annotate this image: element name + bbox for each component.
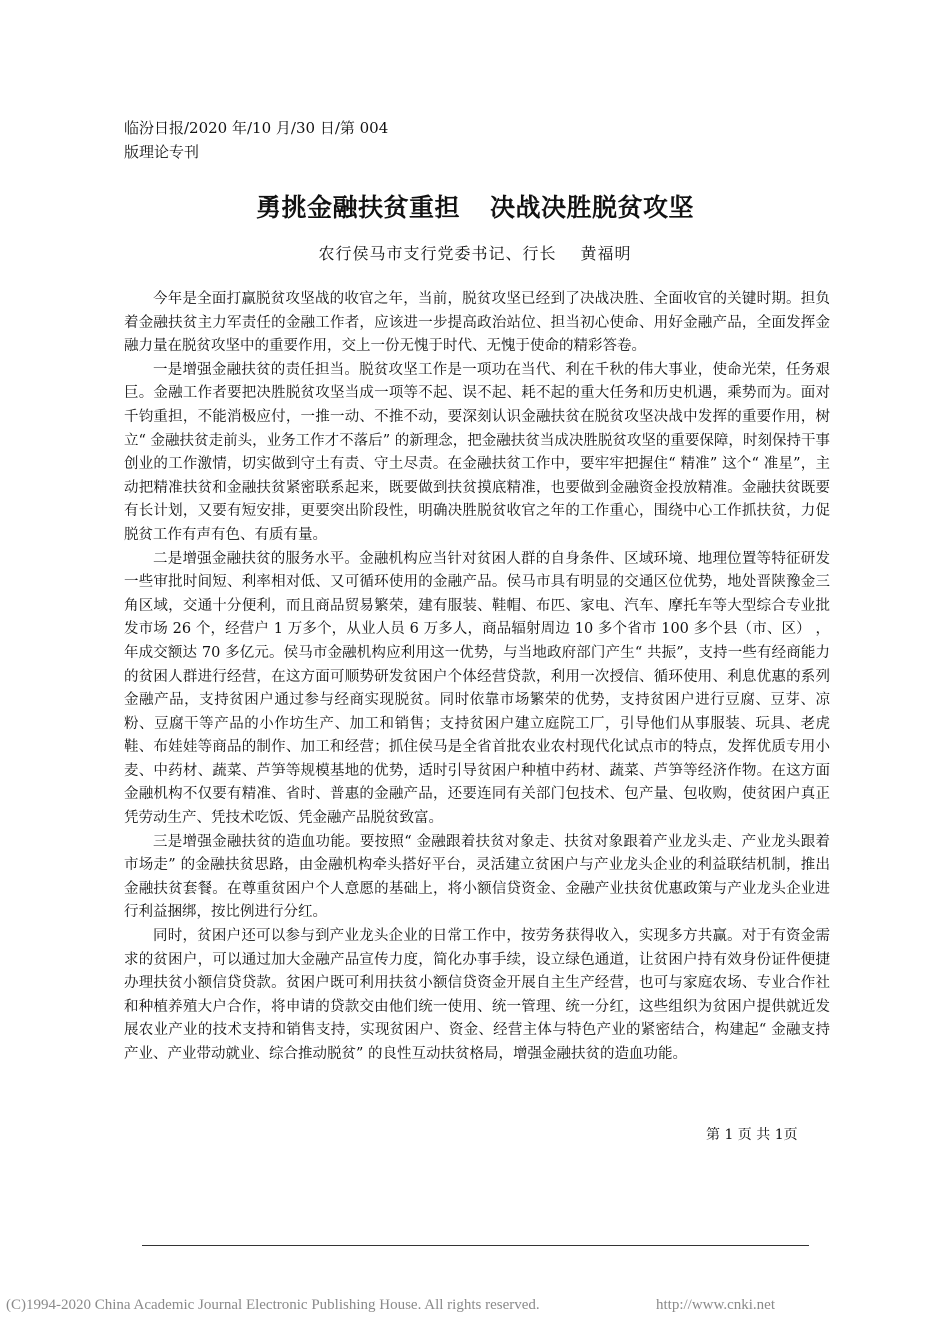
source-info	[124, 116, 388, 164]
author-line	[0, 241, 950, 264]
copyright-notice: (C)1994-2020 China Academic Journal Electronic Publishing House. All rights reserved.	[6, 1297, 540, 1313]
source-line-2: 版理论专刊	[124, 143, 200, 161]
article-body	[124, 288, 830, 1067]
article-title	[0, 188, 950, 224]
footer-divider	[142, 1245, 809, 1246]
paragraph: 二是增强金融扶贫的服务水平。金融机构应当针对贫困人群的自身条件、区域环境、地理位置等特征研发一些审批时间短、利率相对低、又可循环使用的金融产品。侯马市具有明显的交通区位优势，地处晋陕豫金三角区域，交通十分便利，而且商品贸易繁荣，建有服装、鞋帽、布匹、家电、汽车、摩托车等大型综合专业批发市场 26 个，经营户 1 万多个，从业人员 6 万多人，商品辐射周边 10 多个省市 100 多个县（市、区） ，年成交额达 70 多亿元。侯马市金融机构应利用这一优势，与当地政府部门产生“ 共振”，支持一些有经商能力的贫困人群进行经营，在这方面可顺势研发贫困户个体经营贷款，利用一次授信、循环使用、利息优惠的系列金融产品，支持贫困户通过参与经商实现脱贫。同时依靠市场繁荣的优势，支持贫困户进行豆腐、豆芽、凉粉、豆腐干等产品的小作坊生产、加工和销售；支持贫困户建立庭院工厂，引导他们从事服装、玩具、老虎鞋、布娃娃等商品的制作、加工和经营；抓住侯马是全省首批农业农村现代化试点市的特点，发挥优质专用小麦、中药材、蔬菜、芦笋等规模基地的优势，适时引导贫困户种植中药材、蔬菜、芦笋等经济作物。在这方面金融机构不仅要有精准、省时、普惠的金融产品，还要连同有关部门包技术、包产量、包收购，使贫困户真正凭劳动生产、凭技术吃饭、凭金融产品脱贫致富。	[124, 550, 830, 827]
site-url: http://www.cnki.net	[656, 1297, 776, 1313]
source-line-1: 临汾日报/2020 年/10 月/30 日/第 004	[124, 119, 389, 137]
title-part-1: 勇挑金融扶贫重担	[255, 193, 460, 222]
title-part-2: 决战决胜脱贫攻坚	[490, 193, 695, 222]
paragraph: 一是增强金融扶贫的责任担当。脱贫攻坚工作是一项功在当代、利在千秋的伟大事业，使命光荣，任务艰巨。金融工作者要把决胜脱贫攻坚当成一项等不起、误不起、耗不起的重大任务和历史机遇，乘势而为。面对千钧重担，不能消极应付，一推一动、不推不动，要深刻认识金融扶贫在脱贫攻坚决战中发挥的重要作用，树立“ 金融扶贫走前头，业务工作才不落后” 的新理念，把金融扶贫当成决胜脱贫攻坚的重要保障，时刻保持干事创业的工作激情，切实做到守土有责、守土尽责。在金融扶贫工作中，要牢牢把握住“ 精准” 这个“ 准星”，主动把精准扶贫和金融扶贫紧密联系起来，既要做到扶贫摸底精准，也要做到金融资金投放精准。金融扶贫既要有长计划，又要有短安排，更要突出阶段性，明确决胜脱贫收官之年的工作重心，围绕中心工作抓扶贫，力促脱贫工作有声有色、有质有量。	[124, 361, 830, 543]
paragraph: 今年是全面打赢脱贫攻坚战的收官之年，当前，脱贫攻坚已经到了决战决胜、全面收官的关键时期。担负着金融扶贫主力军责任的金融工作者，应该进一步提高政治站位、担当初心使命、用好金融产品，全面发挥金融力量在脱贫攻坚中的重要作用，交上一份无愧于时代、无愧于使命的精彩答卷。	[124, 291, 830, 355]
page-number: 第 1 页 共 1页	[706, 1127, 798, 1143]
author-name: 黄福明	[580, 244, 632, 263]
paragraph: 同时，贫困户还可以参与到产业龙头企业的日常工作中，按劳务获得收入，实现多方共赢。对于有资金需求的贫困户，可以通过加大金融产品宣传力度，简化办事手续，设立绿色通道，让贫困户持有效身份证件便捷办理扶贫小额信贷贷款。贫困户既可利用扶贫小额信贷资金开展自主生产经营，也可与家庭农场、专业合作社和种植养殖大户合作，将申请的贷款交由他们统一使用、统一管理、统一分红，这些组织为贫困户提供就近发展农业产业的技术支持和销售支持，实现贫困户、资金、经营主体与特色产业的紧密结合，构建起“ 金融支持产业、产业带动就业、综合推动脱贫” 的良性互动扶贫格局，增强金融扶贫的造血功能。	[124, 928, 830, 1062]
author-position: 农行侯马市支行党委书记、行长	[318, 244, 557, 263]
paragraph: 三是增强金融扶贫的造血功能。要按照“ 金融跟着扶贫对象走、扶贫对象跟着产业龙头走、产业龙头跟着市场走” 的金融扶贫思路，由金融机构牵头搭好平台，灵活建立贫困户与产业龙头企业的利益联结机制，推出金融扶贫套餐。在尊重贫困户个人意愿的基础上，将小额信贷资金、金融产业扶贫优惠政策与产业龙头企业进行利益捆绑，按比例进行分红。	[124, 833, 830, 921]
